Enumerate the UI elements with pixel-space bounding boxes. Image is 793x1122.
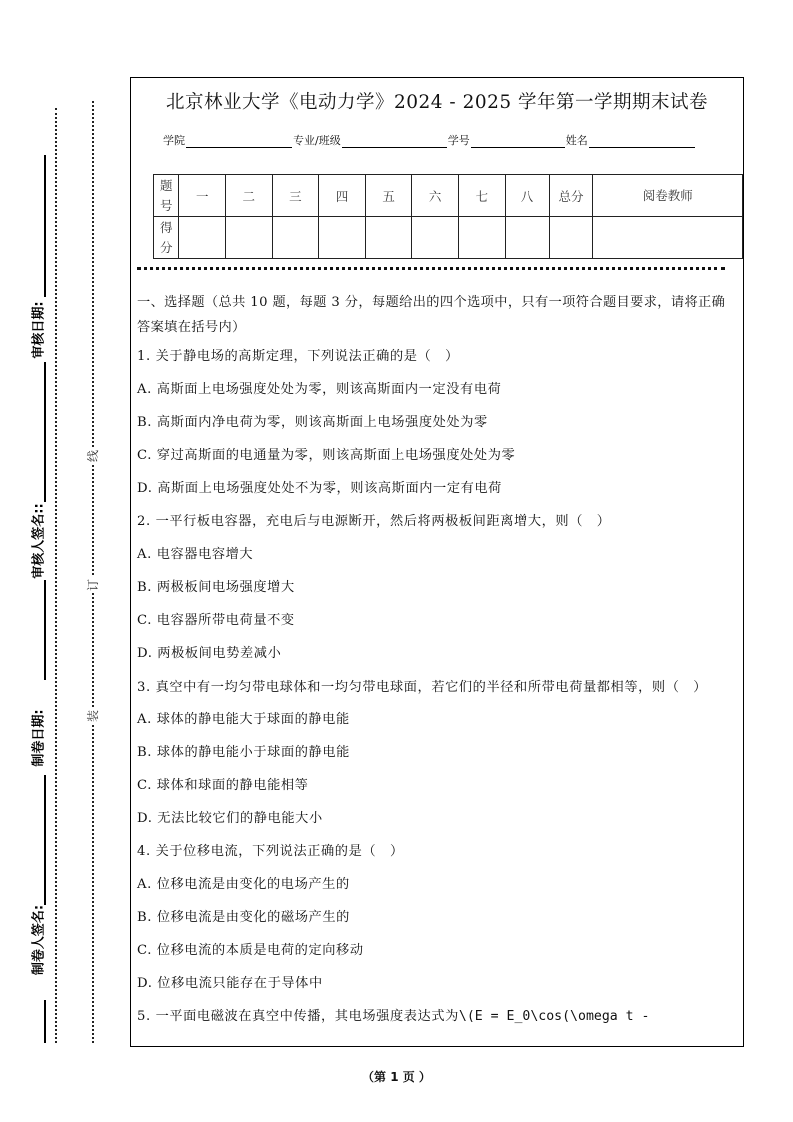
major-class-label: 专业/班级 [293,134,341,147]
question-1-option-c: C. 穿过高斯面的电通量为零，则该高斯面上电场强度处处为零 [137,448,516,463]
page-number: （第 1 页 ） [362,1070,431,1084]
cut-mark-pack: 装 [86,709,100,723]
student-id-label: 学号 [447,134,470,147]
question-5-stem-text: 5. 一平面电磁波在真空中传播，其电场强度表达式为 [137,1009,459,1024]
question-3-option-b: B. 球体的静电能小于球面的静电能 [137,745,350,760]
score-table-score-row [154,217,743,259]
paper-date-label: 制卷日期: [31,709,47,767]
question-5-stem [137,1005,735,1038]
col-header: 六 [412,175,459,217]
dotted-separator [137,267,725,270]
score-cell[interactable] [226,217,273,259]
question-4-option-d: D. 位移电流只能存在于导体中 [137,976,323,991]
score-cell[interactable] [365,217,412,259]
signature-line [44,775,46,905]
col-header: 二 [226,175,273,217]
college-label: 学院 [163,134,185,147]
score-cell[interactable] [319,217,366,259]
question-3-option-c: C. 球体和球面的静电能相等 [137,778,309,793]
question-4-option-c: C. 位移电流的本质是电荷的定向移动 [137,943,364,958]
name-label: 姓名 [565,134,588,147]
signature-line [44,1000,46,1043]
question-5-formula: \(E = E_0\cos(\omega t - [458,1009,650,1024]
cut-mark-bind: 订 [86,578,100,592]
question-2-stem: 2. 一平行板电容器，充电后与电源断开，然后将两极板间距离增大，则（ ） [137,514,611,529]
binding-dotted-line-outer [92,101,94,1043]
question-number-header: 题号 [154,175,179,217]
question-4-option-a: A. 位移电流是由变化的电场产生的 [137,877,350,892]
cut-mark-line: 线 [86,449,100,463]
col-header: 一 [179,175,226,217]
paper-maker-signature-label: 制卷人签名: [31,904,47,976]
exam-frame [130,77,744,1047]
col-header: 七 [458,175,505,217]
student-id-field[interactable] [471,135,565,148]
col-header: 三 [272,175,319,217]
col-header: 五 [365,175,412,217]
binding-dotted-line-inner [55,108,57,1043]
signature-line [44,580,46,680]
signature-line [44,362,46,502]
major-class-field[interactable] [342,135,447,148]
name-field[interactable] [589,135,695,148]
exam-title: 北京林业大学《电动力学》2024 - 2025 学年第一学期期末试卷 [165,92,709,113]
question-1-option-d: D. 高斯面上电场强度处处不为零，则该高斯面内一定有电荷 [137,481,502,496]
student-info-row [163,132,696,148]
reviewer-signature-label: 审核人签名:: [31,503,47,579]
question-2-option-b: B. 两极板间电场强度增大 [137,580,295,595]
college-field[interactable] [186,135,292,148]
signature-line [44,155,46,297]
total-score-cell[interactable] [549,217,593,259]
score-table [153,174,743,259]
question-1-option-b: B. 高斯面内净电荷为零，则该高斯面上电场强度处处为零 [137,415,488,430]
question-3-option-d: D. 无法比较它们的静电能大小 [137,811,323,826]
section-multiple-choice [137,290,735,1038]
score-cell[interactable] [505,217,549,259]
col-header: 八 [505,175,549,217]
section-intro: 一、选择题（总共 10 题，每题 3 分，每题给出的四个选项中，只有一项符合题目要求，请将正确答案填在括号内） [137,295,726,335]
question-1-option-a: A. 高斯面上电场强度处处为零，则该高斯面内一定没有电荷 [137,382,502,397]
question-3-option-a: A. 球体的静电能大于球面的静电能 [137,712,350,727]
review-date-label: 审核日期: [31,301,47,359]
score-cell[interactable] [412,217,459,259]
score-table-header-row [154,175,743,217]
score-cell[interactable] [458,217,505,259]
question-1-stem: 1. 关于静电场的高斯定理，下列说法正确的是（ ） [137,349,459,364]
total-score-header: 总分 [549,175,593,217]
question-4-option-b: B. 位移电流是由变化的磁场产生的 [137,910,350,925]
grader-header: 阅卷教师 [593,175,743,217]
score-cell[interactable] [272,217,319,259]
question-2-option-d: D. 两极板间电势差减小 [137,646,282,661]
question-4-stem: 4. 关于位移电流，下列说法正确的是（ ） [137,844,404,859]
grader-cell[interactable] [593,217,743,259]
score-row-header: 得分 [154,217,179,259]
score-cell[interactable] [179,217,226,259]
col-header: 四 [319,175,366,217]
question-2-option-a: A. 电容器电容增大 [137,547,254,562]
question-2-option-c: C. 电容器所带电荷量不变 [137,613,295,628]
question-3-stem: 3. 真空中有一均匀带电球体和一均匀带电球面，若它们的半径和所带电荷量都相等，则（ ） [137,680,708,695]
